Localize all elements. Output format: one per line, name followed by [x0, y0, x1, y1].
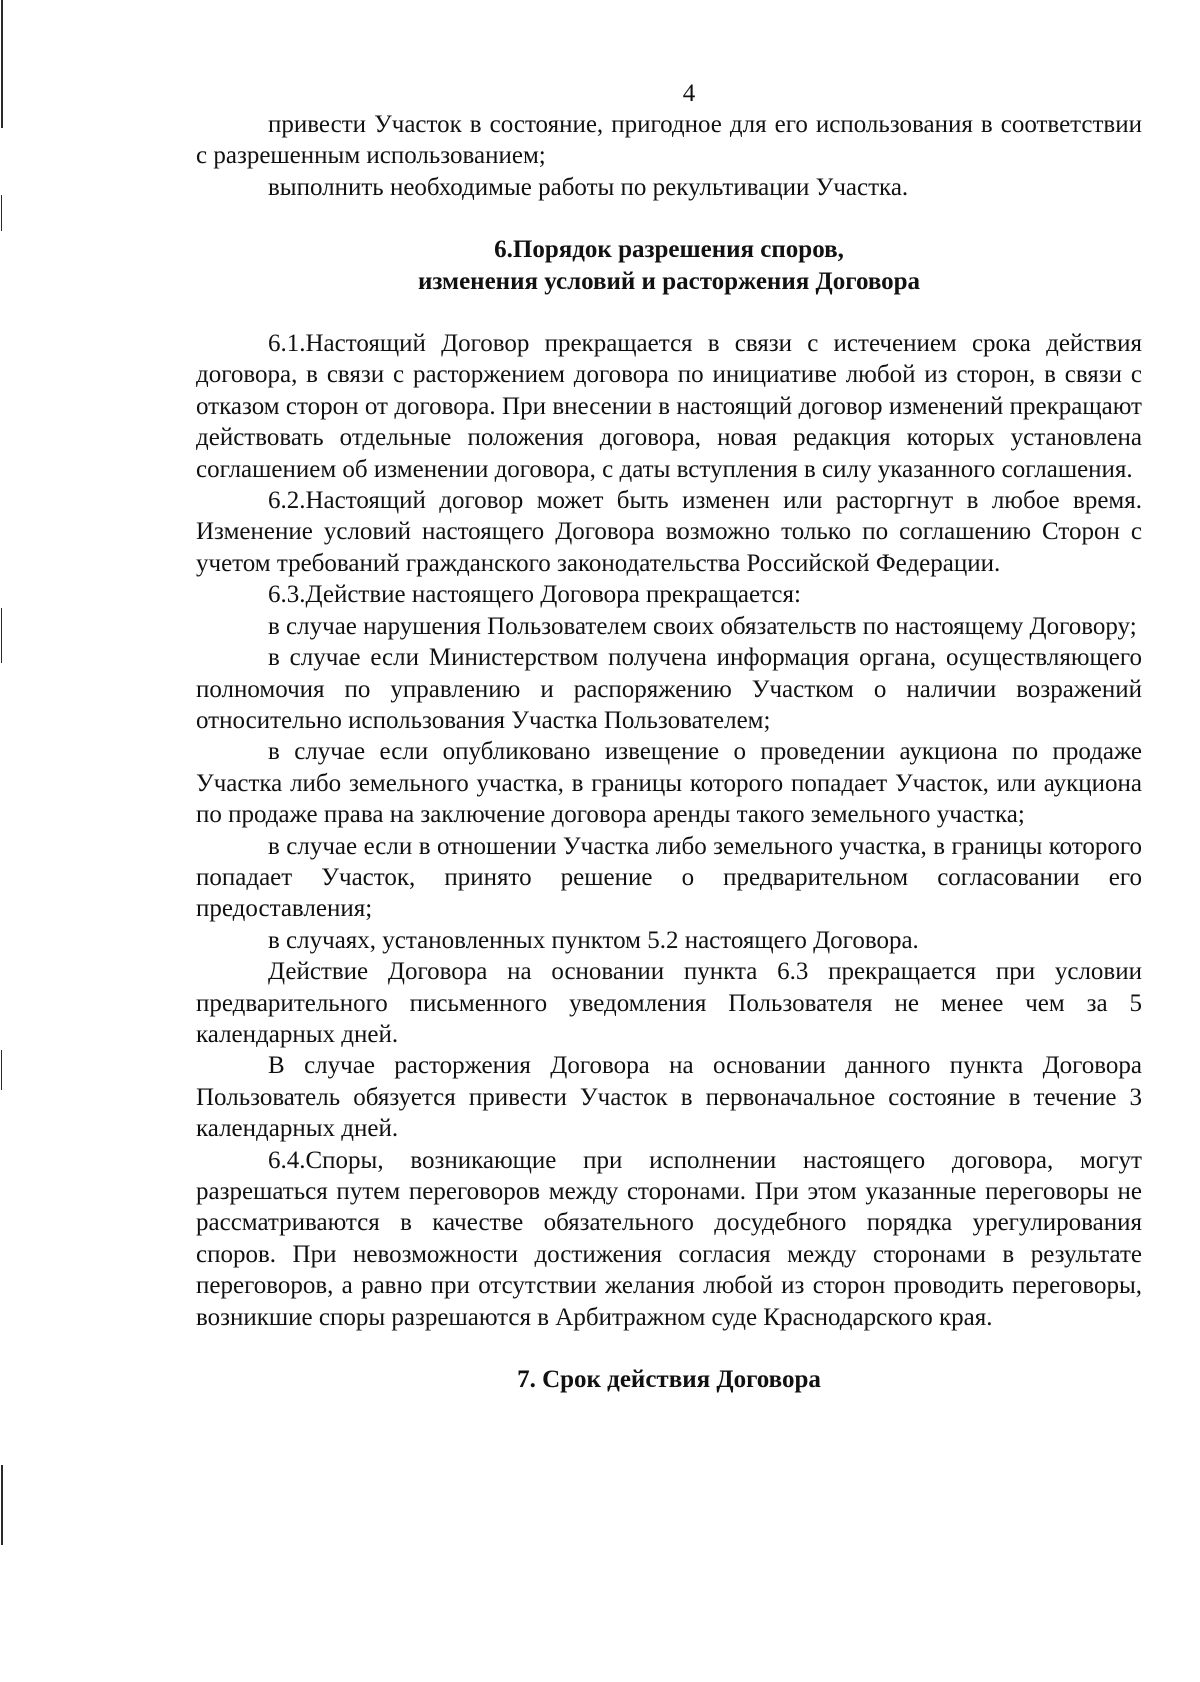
section-6-heading	[196, 234, 1142, 297]
scan-edge-mark	[1, 1465, 3, 1545]
scan-edge-mark	[1, 1050, 2, 1090]
clause-6-3-notice: Действие Договора на основании пункта 6.3 прекращается при условии предварительного письменного уведомления Пользователя не менее чем за 5 календарных дней.	[196, 958, 1142, 1048]
scan-edge-mark	[1, 608, 2, 663]
section-6-title-line: 6.Порядок разрешения споров,	[494, 236, 844, 264]
clause-6-4: 6.4.Споры, возникающие при исполнении настоящего договора, могут разрешаться путем переговоров между сторонами. При этом указанные переговоры не рассматриваются в качестве обязательного досудебного порядка урегулирования споров. При невозможности достижения согласия между сторонами в результате переговоров, а равно при отсутствии желания любой из сторон проводить переговоры, возникшие споры разрешаются в Арбитражном суде Краснодарского края.	[196, 1146, 1142, 1331]
intro-item: выполнить необходимые работы по рекультивации Участка.	[268, 173, 909, 201]
page-number: 4	[682, 80, 696, 107]
clause-6-3-item: в случае если Министерством получена информация органа, осуществляющего полномочия по управлению и распоряжению Участком о наличии возражений относительно использования Участка Пользователем;	[196, 644, 1142, 734]
clause-6-3-item: в случае нарушения Пользователем своих обязательств по настоящему Договору;	[268, 612, 1137, 640]
scan-edge-mark	[1, 195, 2, 231]
clause-6-3: 6.3.Действие настоящего Договора прекращается:	[268, 581, 801, 609]
document-body	[196, 78, 1142, 1395]
clause-6-3-item: в случае если в отношении Участка либо земельного участка, в границы которого попадает Участок, принято решение о предварительном согласовании его предоставления;	[196, 832, 1142, 923]
section-7-heading: 7. Срок действия Договора	[517, 1366, 821, 1394]
intro-item: привести Участок в состояние, пригодное для его использования в соответствии с разрешенным использованием;	[196, 111, 1142, 170]
clause-6-3-item: в случаях, установленных пунктом 5.2 настоящего Договора.	[268, 926, 919, 954]
clause-6-2: 6.2.Настоящий договор может быть изменен или расторгнут в любое время. Изменение условий настоящего Договора возможно только по соглашению Сторон с учетом требований гражданского законодательства Российской Федерации.	[196, 487, 1142, 577]
clause-6-3-restoration: В случае расторжения Договора на основании данного пункта Договора Пользователь обязуется привести Участок в первоначальное состояние в течение 3 календарных дней.	[196, 1052, 1142, 1143]
scan-edge-mark	[1, 0, 3, 128]
clause-6-3-item: в случае если опубликовано извещение о проведении аукциона по продаже Участка либо земельного участка, в границы которого попадает Участок, или аукциона по продаже права на заключение договора аренды такого земельного участка;	[196, 738, 1142, 829]
section-6-title-line: изменения условий и расторжения Договора	[417, 267, 921, 295]
clause-6-1: 6.1.Настоящий Договор прекращается в связи с истечением срока действия договора, в связи с расторжением договора по инициативе любой из сторон, в связи с отказом сторон от договора. При внесении в настоящий договор изменений прекращают действовать отдельные положения договора, новая редакция которых установлена соглашением об изменении договора, с даты вступления в силу указанного соглашения.	[196, 330, 1142, 483]
